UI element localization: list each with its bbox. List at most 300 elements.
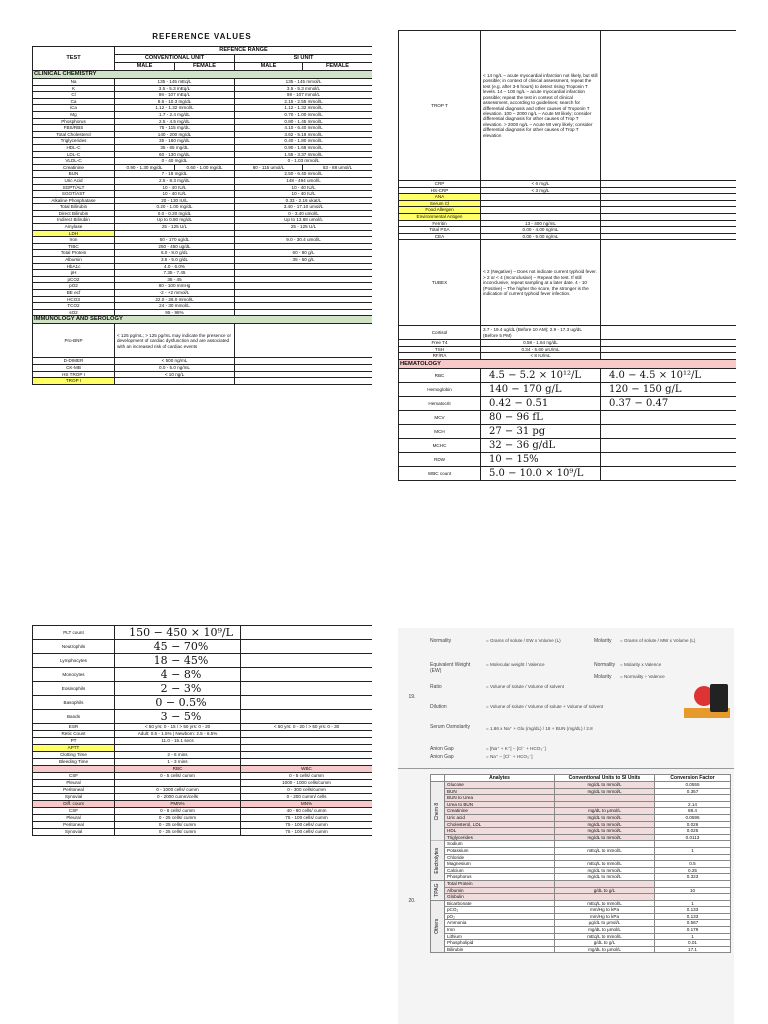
value-cell: 2.50 - 6.40 mmol/L — [235, 171, 373, 178]
test-name: VLDL-C — [33, 158, 115, 165]
value-cell: 0 - 200 cumm/ cells — [241, 794, 373, 801]
test-name: HS-CRP — [399, 187, 481, 194]
value-cell: 4.0 − 4.5 × 10¹²/L — [601, 368, 737, 382]
test-name: pCO2 — [33, 276, 115, 283]
value-cell: 60 - 130 mg/dL — [115, 151, 235, 158]
range-header: REFENCE RANGE — [115, 47, 373, 55]
value-cell: 2.5 - 4.5 mg/dL — [115, 118, 235, 125]
si-header: SI UNIT — [235, 55, 373, 63]
table-row — [399, 466, 737, 480]
value-cell: 0.90 - 1.30 mg/dL — [115, 164, 175, 171]
conversion-units: mEq/L to mmol/L — [555, 900, 655, 907]
conversion-units: mg/dL to μmol/L — [555, 946, 655, 953]
table-row — [33, 324, 373, 358]
value-cell: < 50 yrs: 0 - 20 / > 50 yrs: 0 - 30 — [241, 724, 373, 731]
test-name: Eosinophils — [33, 682, 115, 696]
conversion-factor — [655, 880, 731, 887]
value-cell: 0.40 - 1.80 mmol/L — [235, 138, 373, 145]
formula-label: Dilution — [430, 704, 447, 710]
test-name: CK-MB — [33, 364, 115, 371]
value-cell: 0.00 - 5.00 ng/mL — [481, 233, 601, 240]
test-name: Retic Count — [33, 731, 115, 738]
value-cell: 3.5 - 5.3 mmol/L — [235, 85, 373, 92]
conversion-units — [555, 894, 655, 901]
conversion-units — [555, 880, 655, 887]
calculator-illustration — [710, 684, 728, 712]
table-row — [431, 933, 731, 940]
conversion-units: mg/dL to mmol/L — [555, 874, 655, 881]
value-cell: < 10 ng/L — [115, 371, 235, 378]
conversion-factor: 0.133 — [655, 907, 731, 914]
table-row — [431, 782, 731, 789]
analyte-name: Sodium — [445, 841, 555, 848]
test-name: Total PSA — [399, 227, 481, 234]
value-cell — [601, 207, 737, 214]
table-row — [33, 151, 373, 158]
table-row — [431, 913, 731, 920]
table-row — [33, 794, 373, 801]
formula-eq: = Grams of solute / MW x Volume (L) — [620, 638, 696, 643]
test-name: Total Bilirubin — [33, 204, 115, 211]
test-name: MCH — [399, 424, 481, 438]
section-hematology: HEMATOLOGY — [399, 359, 737, 368]
table-row — [399, 194, 737, 201]
table-row — [33, 250, 373, 257]
table-row — [33, 79, 373, 86]
test-name: SGPT/ALT — [33, 184, 115, 191]
value-cell: 95 - 98% — [115, 309, 235, 316]
value-cell: 20 - 130 IU/L — [115, 197, 235, 204]
value-cell — [235, 230, 373, 237]
test-name: Cl — [33, 92, 115, 99]
value-cell: 75 - 100 cells/ cumm — [241, 822, 373, 829]
value-cell: 0.90 - 1.68 mmol/L — [235, 144, 373, 151]
table-row — [33, 85, 373, 92]
formula-eq: = [Na⁺ + K⁺] − [Cl⁻ + HCO₃⁻] — [486, 746, 546, 751]
table-row — [399, 346, 737, 353]
value-cell: 3.7 - 19.4 ug/dL (Before 10 AM); 2.9 - 17.3 ug/dL (Before 5 PM) — [481, 326, 601, 340]
table-row — [33, 371, 373, 378]
formula-label: Anion Gap — [430, 754, 454, 760]
test-name: Bleeding Time — [33, 759, 115, 766]
group-label: Chem 8 — [431, 782, 445, 841]
value-cell: 10 - 40 IU/L — [115, 184, 235, 191]
formula-label: Serum Osmolarity — [430, 724, 471, 730]
conversion-units: mg/dL to μmol/L — [555, 927, 655, 934]
hematology-table — [32, 625, 372, 836]
value-cell: 0.37 − 0.47 — [601, 396, 737, 410]
analyte-name: Uric acid — [445, 814, 555, 821]
value-cell: 4 − 8% — [115, 668, 241, 682]
value-cell: 0 - 5 cells/ cumm — [241, 773, 373, 780]
value-cell: 0.58 - 1.64 ng/dL — [481, 340, 601, 347]
test-name: Na — [33, 79, 115, 86]
analyte-name: Globulin — [445, 894, 555, 901]
table-row — [33, 217, 373, 224]
conversion-factor: 0.0113 — [655, 834, 731, 841]
test-name: Synovial — [33, 794, 115, 801]
table-row — [431, 847, 731, 854]
table-row — [33, 270, 373, 277]
test-name: HDL-C — [33, 144, 115, 151]
value-cell: 80 - 115 umol/L — [235, 164, 303, 171]
value-cell — [481, 200, 601, 207]
value-cell: 75 - 100 cells/ cumm — [241, 815, 373, 822]
table-row — [431, 867, 731, 874]
conversion-units — [555, 854, 655, 861]
table-row — [431, 900, 731, 907]
value-cell: 9.0 - 30.4 umol/L — [235, 237, 373, 244]
value-cell: 4.5 − 5.2 × 10¹²/L — [481, 368, 601, 382]
formula-eq: = Volume of solute / Volume of solvent — [486, 684, 565, 689]
table-row — [33, 224, 373, 231]
table-row — [399, 382, 737, 396]
test-name: Peritoneal — [33, 787, 115, 794]
table-row — [431, 894, 731, 901]
value-cell — [235, 263, 373, 270]
table-row — [431, 841, 731, 848]
value-cell: Up to 0.80 mg/dL — [115, 217, 235, 224]
table-row — [399, 326, 737, 340]
value-cell — [601, 438, 737, 452]
test-name: Total Cholesterol — [33, 131, 115, 138]
value-cell — [235, 324, 373, 358]
analyte-name: pCO₂ — [445, 907, 555, 914]
value-cell: 0.42 − 0.51 — [481, 396, 601, 410]
conversion-factor: 0.01 — [655, 940, 731, 947]
value-cell: 0 - 300 cells/cumm — [241, 787, 373, 794]
table-row — [399, 410, 737, 424]
test-name: FBS/RBS — [33, 125, 115, 132]
value-cell: 1.55 - 3.37 mmol/L — [235, 151, 373, 158]
value-cell: 98 - 107 mmol/L — [235, 92, 373, 99]
value-cell: 0 - 3.40 umol/L — [235, 210, 373, 217]
test-name: Peritoneal — [33, 822, 115, 829]
value-cell: < 50 yrs: 0 - 15 / > 50 yrs: 0 - 20 — [115, 724, 241, 731]
test-name: HCO3 — [33, 296, 115, 303]
item-number: 19. — [408, 694, 416, 700]
value-cell: 3 − 5% — [115, 710, 241, 724]
table-row — [431, 874, 731, 881]
test-name: TIBC — [33, 243, 115, 250]
table-row — [399, 452, 737, 466]
test-name: PT — [33, 738, 115, 745]
table-row — [33, 640, 373, 654]
reference-values-page-2 — [398, 30, 736, 550]
value-cell: 140 - 200 mg/dL — [115, 131, 235, 138]
value-cell — [601, 187, 737, 194]
value-cell: 0.80 - 1.45 mmol/L — [235, 118, 373, 125]
value-cell: 250 - 450 ug/dL — [115, 243, 235, 250]
value-cell — [481, 213, 601, 220]
value-cell: 53 - 88 umol/L — [303, 164, 373, 171]
test-name: TUBEX — [399, 240, 481, 326]
value-cell — [115, 378, 235, 385]
table-row — [431, 880, 731, 887]
analyte-name: Calcium — [445, 867, 555, 874]
conversion-factor: 0.0595 — [655, 814, 731, 821]
conversion-units: mEq/L to mmol/L — [555, 933, 655, 940]
test-name: WBC count — [399, 466, 481, 480]
test-name: Environmental Antigen — [399, 213, 481, 220]
value-cell — [235, 371, 373, 378]
value-cell: 98 - 107 mEq/L — [115, 92, 235, 99]
test-name: Neutrophils — [33, 640, 115, 654]
value-cell: 0.34 - 5.60 uIU/mL — [481, 346, 601, 353]
analyte-name: Phosphorus — [445, 874, 555, 881]
table-row — [33, 309, 373, 316]
value-cell: 3.40 - 17.10 umol/L — [235, 204, 373, 211]
table-row — [399, 340, 737, 347]
value-cell: 6.0 - 8.0 g/dL — [115, 250, 235, 257]
value-cell: 1000 - 1000 cells/cumm — [241, 780, 373, 787]
conversion-factor — [655, 854, 731, 861]
value-cell — [235, 296, 373, 303]
table-row — [431, 828, 731, 835]
table-row — [33, 263, 373, 270]
conversion-factor: 0.025 — [655, 828, 731, 835]
analyte-name: Urea to BUN — [445, 801, 555, 808]
formula-eq: = 1.86 x Na⁺ + Glu (mg/dL) / 18 + BUN (mg/dL) / 2.8 — [486, 726, 593, 731]
value-cell — [115, 780, 241, 787]
conversion-factor: 0.357 — [655, 788, 731, 795]
table-row — [33, 125, 373, 132]
test-name: BUN — [33, 171, 115, 178]
value-cell: 80 - 100 mmHg — [115, 283, 235, 290]
table-row — [33, 808, 373, 815]
value-cell — [601, 227, 737, 234]
conversion-units: mm/Hg to kPa — [555, 907, 655, 914]
analyte-name: Bicarbonate — [445, 900, 555, 907]
value-cell — [601, 410, 737, 424]
table-row — [399, 187, 737, 194]
table-row — [431, 927, 731, 934]
test-name: iCa — [33, 105, 115, 112]
table-row — [399, 181, 737, 188]
analyte-name: Cholesterol, LDL — [445, 821, 555, 828]
value-cell: 1.12 - 1.32 mmol/L — [115, 105, 235, 112]
value-cell: 35 - 65 mg/dL — [115, 144, 235, 151]
analyte-name: BUN to Urea — [445, 795, 555, 802]
value-cell — [601, 181, 737, 188]
value-cell: 25 - 125 U/L — [235, 224, 373, 231]
test-name: RF/RA — [399, 353, 481, 360]
value-cell: 10 - 40 IU/L — [115, 191, 235, 198]
table-row — [33, 378, 373, 385]
diff-count-header: Diff. count — [33, 801, 115, 808]
value-cell: 5.0 − 10.0 × 10⁹/L — [481, 466, 601, 480]
value-cell: 8.6 - 10.3 mg/dL — [115, 98, 235, 105]
value-cell: 0 - 25 cells/ cumm — [115, 822, 241, 829]
table-row — [33, 822, 373, 829]
test-name: Creatinine — [33, 164, 115, 171]
conversion-units-header: Conventional Units to SI Units — [555, 775, 655, 782]
conversion-factor: 1 — [655, 847, 731, 854]
test-name: Albumin — [33, 257, 115, 264]
test-name: Hemoglobin — [399, 382, 481, 396]
table-row — [33, 131, 373, 138]
value-cell: 0 − 0.5% — [115, 696, 241, 710]
value-cell — [601, 452, 737, 466]
male-header: MALE — [235, 63, 303, 71]
value-cell: 0 - 6 cells/ cumm — [115, 808, 241, 815]
value-cell: 148 - 494 umol/L — [235, 177, 373, 184]
formula-eq: = Molecular weight / Valence — [486, 662, 545, 667]
conversion-units: g/dL to g/L — [555, 940, 655, 947]
table-row — [33, 626, 373, 640]
value-cell: 60 - 80 g/L — [235, 250, 373, 257]
value-cell: 75 - 100 cells/ cumm — [241, 829, 373, 836]
test-name: Clotting Time — [33, 752, 115, 759]
test-name: Pleural — [33, 815, 115, 822]
table-row — [399, 207, 737, 214]
conversion-units: mg/dL to mmol/L — [555, 867, 655, 874]
value-cell: 75 - 115 mg/dL — [115, 125, 235, 132]
reference-table-2 — [398, 30, 736, 481]
value-cell: 0.20 - 1.00 mg/dL — [115, 204, 235, 211]
table-row — [399, 424, 737, 438]
value-cell — [481, 194, 601, 201]
value-cell — [601, 213, 737, 220]
conversion-factor: 10 — [655, 887, 731, 894]
value-cell: < 6 mg/L — [481, 181, 601, 188]
table-row — [399, 353, 737, 360]
analyte-name: Chloride — [445, 854, 555, 861]
value-cell — [601, 353, 737, 360]
group-label: Others — [431, 900, 445, 953]
table-row — [33, 815, 373, 822]
table-row — [431, 814, 731, 821]
test-name: Basophils — [33, 696, 115, 710]
value-cell — [235, 290, 373, 297]
conversion-factor: 1 — [655, 900, 731, 907]
value-cell — [601, 326, 737, 340]
value-cell: 35 - 45 — [115, 276, 235, 283]
value-cell — [235, 303, 373, 310]
test-name: CRP — [399, 181, 481, 188]
analyte-name: Magnesium — [445, 861, 555, 868]
table-row — [33, 191, 373, 198]
test-name: Cortisol — [399, 326, 481, 340]
value-cell: 0 - 1000 cells/ cumm — [115, 787, 241, 794]
value-cell — [601, 424, 737, 438]
value-cell: 0.60 - 1.00 mg/dL — [175, 164, 235, 171]
test-name: TROP I — [33, 378, 115, 385]
value-cell: 80 − 96 fL — [481, 410, 601, 424]
value-cell: 0 - 1.03 mmol/L — [235, 158, 373, 165]
value-cell: 0 - 40 mg/dL — [115, 158, 235, 165]
conversion-table — [430, 774, 731, 953]
value-cell: 120 − 150 g/L — [601, 382, 737, 396]
hematology-continued-page — [32, 625, 372, 915]
value-cell — [235, 364, 373, 371]
value-cell: Up to 13.68 umol/L — [235, 217, 373, 224]
test-name: Food Allergen — [399, 207, 481, 214]
table-row — [431, 834, 731, 841]
test-name: RDW — [399, 452, 481, 466]
conversion-factor — [655, 894, 731, 901]
table-row — [33, 257, 373, 264]
formulas-conversion-page — [398, 628, 734, 1024]
table-row — [33, 171, 373, 178]
table-row — [431, 795, 731, 802]
table-row — [33, 829, 373, 836]
table-row — [33, 105, 373, 112]
value-cell: 3.5 - 5.3 mEq/L — [115, 85, 235, 92]
value-cell: 10 - 40 IU/L — [235, 184, 373, 191]
table-row — [431, 821, 731, 828]
analyte-name: Ammonia — [445, 920, 555, 927]
table-row — [33, 197, 373, 204]
table-row — [33, 773, 373, 780]
table-row — [33, 364, 373, 371]
value-cell: 32 − 36 g/dL — [481, 438, 601, 452]
analyte-name: Creatinine — [445, 808, 555, 815]
value-cell: 35 - 160 mg/dL — [115, 138, 235, 145]
conversion-factor: 0.323 — [655, 874, 731, 881]
analyte-name: Lithium — [445, 933, 555, 940]
conversion-units: μg/dL to μmol/L — [555, 920, 655, 927]
table-row — [33, 654, 373, 668]
value-cell — [601, 466, 737, 480]
analyte-name: Total Protein — [445, 880, 555, 887]
conversion-units: g/dL to g/L — [555, 887, 655, 894]
formula-label: Normality — [430, 638, 452, 644]
conversion-units: mm/Hg to kPa — [555, 913, 655, 920]
female-header: FEMALE — [175, 63, 235, 71]
value-cell: 150 − 450 × 10⁹/L — [115, 626, 241, 640]
value-cell: 1.7 - 2.4 mg/dL — [115, 111, 235, 118]
value-cell: 10 - 40 IU/L — [235, 191, 373, 198]
table-row — [399, 200, 737, 207]
wbc-header: WBC — [241, 766, 373, 773]
conversion-factor: 0.133 — [655, 913, 731, 920]
conversion-units: mEq/L to mmol/L — [555, 847, 655, 854]
test-name: Serum Cl — [399, 200, 481, 207]
test-name: Indirect Bilirubin — [33, 217, 115, 224]
formula-eq: = Molarity x Valence — [620, 662, 662, 667]
value-cell — [481, 207, 601, 214]
value-cell — [235, 358, 373, 365]
table-row — [33, 210, 373, 217]
test-name: CSF — [33, 808, 115, 815]
value-cell: 1.12 - 1.32 mmol/L — [235, 105, 373, 112]
value-cell: 2.5 - 8.3 mg/dL — [115, 177, 235, 184]
table-row — [33, 668, 373, 682]
value-cell: 0 - 5 cells/ cumm — [115, 773, 241, 780]
value-cell: 25 - 125 U/L — [115, 224, 235, 231]
table-row — [33, 358, 373, 365]
value-cell — [235, 378, 373, 385]
value-cell: 7 - 18 mg/dL — [115, 171, 235, 178]
table-row — [33, 682, 373, 696]
test-name: Lymphocytes — [33, 654, 115, 668]
table-row — [33, 283, 373, 290]
male-header: MALE — [115, 63, 175, 71]
table-row — [399, 233, 737, 240]
formula-label: Anion Gap — [430, 746, 454, 752]
value-cell: < 500 ng/mL — [115, 358, 235, 365]
value-cell — [235, 309, 373, 316]
value-cell: -2 - +2 mmol/L — [115, 290, 235, 297]
test-name: LDL-C — [33, 151, 115, 158]
rbc-header: RBC — [115, 766, 241, 773]
test-name: sO2 — [33, 309, 115, 316]
table-row — [33, 111, 373, 118]
mn-header: MN% — [241, 801, 373, 808]
table-row — [399, 213, 737, 220]
formula-label: Normality — [594, 662, 616, 668]
